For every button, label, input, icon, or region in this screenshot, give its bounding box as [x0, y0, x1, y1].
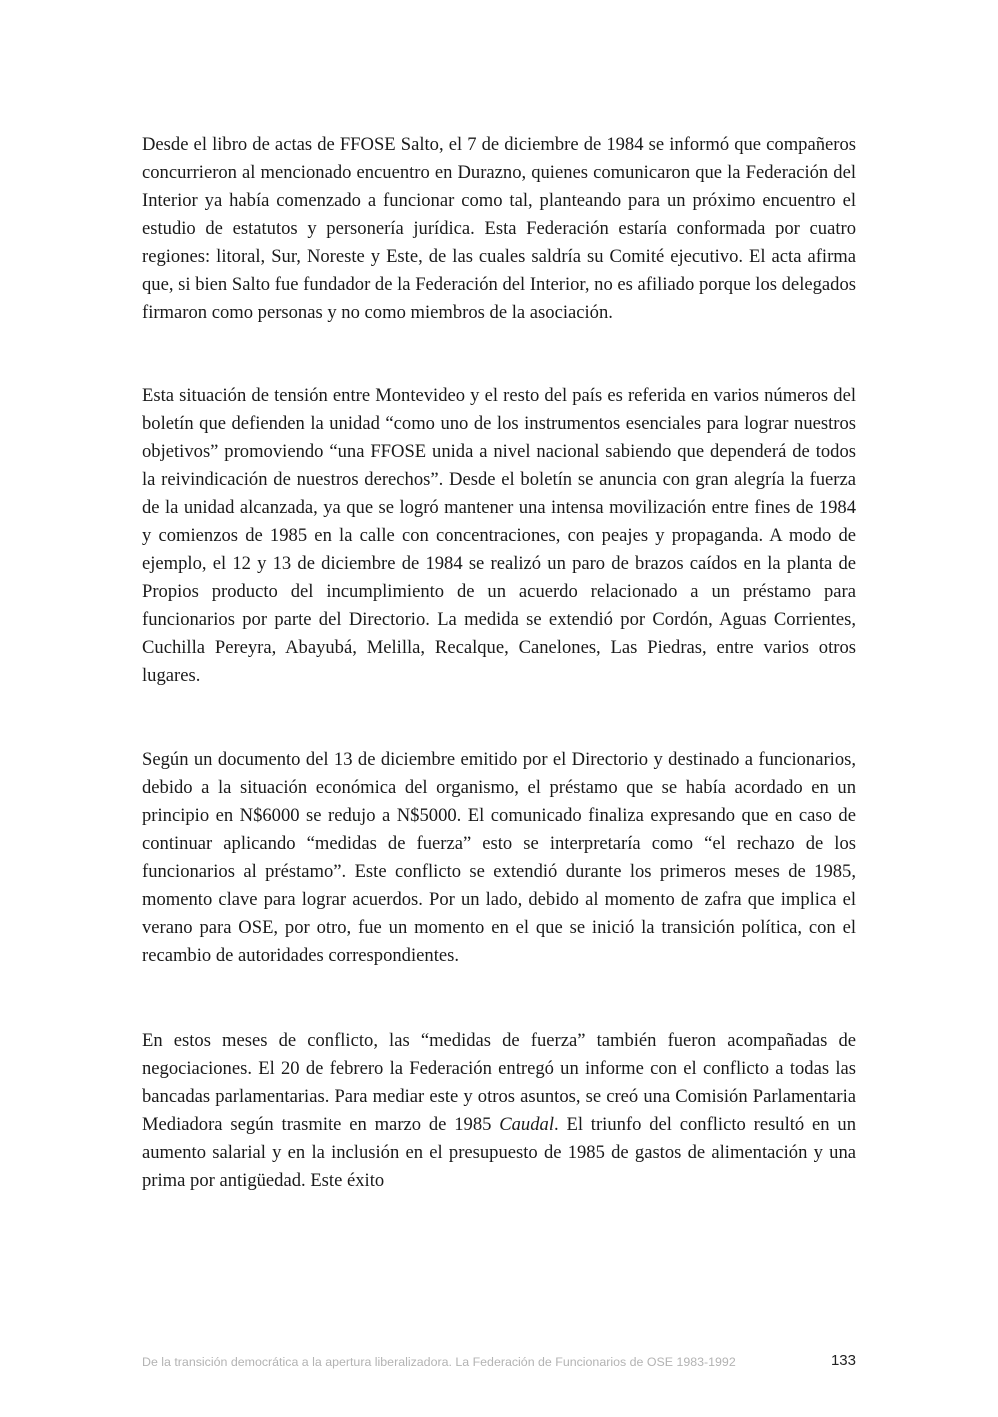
page-number: 133 — [830, 1352, 856, 1369]
body-paragraph-4 — [142, 1027, 856, 1195]
body-paragraph-1: Desde el libro de actas de FFOSE Salto, el 7 de diciembre de 1984 se informó que compañeros concurrieron al mencionado encuentro en Durazno, quienes comunicaron que la Federación del Interior ya había comenzado a funcionar como tal, planteando para un próximo encuentro el estudio de estatutos y personería jurídica. Esta Federación estaría conformada por cuatro regiones: litoral, Sur, Noreste y Este, de las cuales saldría su Comité ejecutivo. El acta afirma que, si bien Salto fue fundador de la Federación del Interior, no es afiliado porque los delegados firmaron como personas y no como miembros de la asociación. — [142, 134, 856, 323]
paragraph-4-text-start: En estos meses de conflicto, las “medidas de fuerza” también fueron acompañadas de negociaciones. El 20 de febrero la Federación entregó un informe con el conflicto a todas las bancadas parlamentarias. Para mediar este y otros asuntos, se creó una Comisión Parlamentaria Mediadora según trasmite en marzo de 1985 — [142, 1030, 856, 1135]
footer-running-title: De la transición democrática a la apertura liberalizadora. La Federación de Funcionarios de OSE 1983-1992 — [142, 1355, 736, 1369]
body-paragraph-2: Esta situación de tensión entre Montevideo y el resto del país es referida en varios números del boletín que defienden la unidad “como uno de los instrumentos esenciales para lograr nuestros objetivos” promoviendo “una FFOSE unida a nivel nacional sabiendo que dependerá de todos la reivindicación de nuestros derechos”. Desde el boletín se anuncia con gran alegría la fuerza de la unidad alcanzada, ya que se logró mantener una intensa movilización entre fines de 1984 y comienzos de 1985 en la calle con concentraciones, con peajes y propaganda. A modo de ejemplo, el 12 y 13 de diciembre de 1984 se realizó un paro de brazos caídos en la planta de Propios producto del incumplimiento de un acuerdo relacionado a un préstamo para funcionarios por parte del Directorio. La medida se extendió por Cordón, Aguas Corrientes, Cuchilla Pereyra, Abayubá, Melilla, Recalque, Canelones, Las Piedras, entre varios otros lugares. — [142, 385, 856, 686]
body-paragraph-3: Según un documento del 13 de diciembre emitido por el Directorio y destinado a funcionarios, debido a la situación económica del organismo, el préstamo que se había acordado en un principio en N$6000 se redujo a N$5000. El comunicado finaliza expresando que en caso de continuar aplicando “medidas de fuerza” esto se interpretaría como “el rechazo de los funcionarios al préstamo”. Este conflicto se extendió durante los primeros meses de 1985, momento clave para lograr acuerdos. Por un lado, debido al momento de zafra que implica el verano para OSE, por otro, fue un momento en el que se inició la transición política, con el recambio de autoridades correspondientes. — [142, 749, 856, 966]
publication-title-italic: Caudal — [499, 1114, 554, 1135]
paragraph-4-text-end: . El triunfo del conflicto resultó en un aumento salarial y en la inclusión en el presupuesto de 1985 de gastos de alimentación y una prima por antigüedad. Este éxito — [142, 1114, 856, 1191]
